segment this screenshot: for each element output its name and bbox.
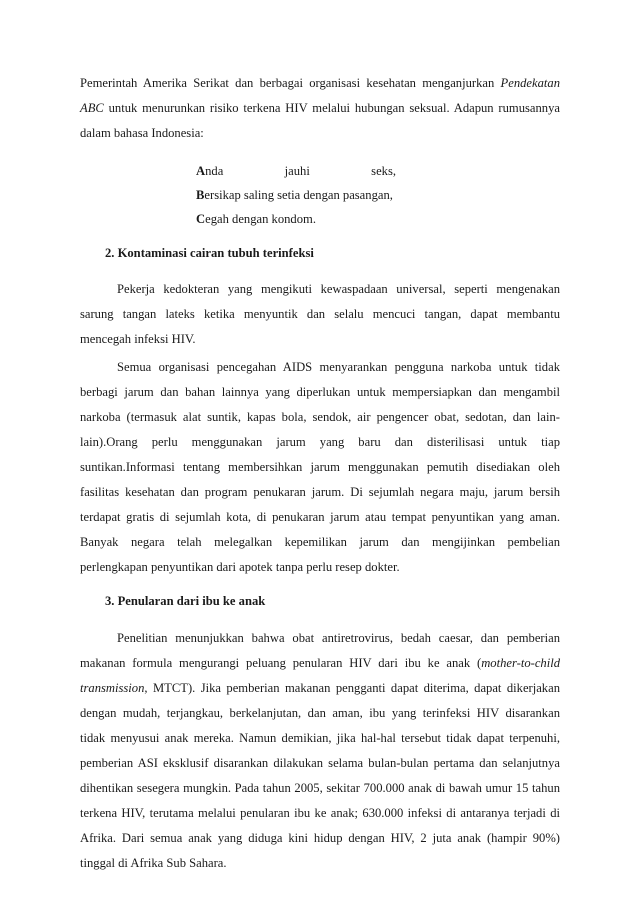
abc-item-a: Anda jauhi seks, (196, 164, 396, 178)
paragraph-line: Pemerintah Amerika Serikat dan berbagai organisasi kesehatan menganjurkan Pendekatan (80, 76, 560, 90)
abc-item-b: Bersikap saling setia dengan pasangan, (196, 188, 393, 202)
paragraph-line: mencegah infeksi HIV. (80, 332, 196, 346)
paragraph-line: sarung tangan lateks ketika menyuntik dan selalu mencuci tangan, dapat membantu (80, 307, 560, 321)
abc-item-c: Cegah dengan kondom. (196, 212, 316, 226)
paragraph-line: Banyak negara telah melegalkan kepemilikan jarum dan mengijinkan pembelian (80, 535, 560, 549)
paragraph-line: Semua organisasi pencegahan AIDS menyarankan pengguna narkoba untuk tidak (117, 360, 560, 374)
paragraph-line: lain).Orang perlu menggunakan jarum yang baru dan disterilisasi untuk tiap (80, 435, 560, 449)
paragraph-line: dengan mudah, terjangkau, berkelanjutan, dan aman, ibu yang terinfeksi HIV disarankan (80, 706, 560, 720)
paragraph-line: pemberian ASI eksklusif disarankan dilakukan selama bulan-bulan pertama dan selanjutnya (80, 756, 560, 770)
paragraph-line: tinggal di Afrika Sub Sahara. (80, 856, 227, 870)
paragraph-line: terkena HIV, terutama melalui penularan ibu ke anak; 630.000 infeksi di antaranya terjadi di (80, 806, 560, 820)
section-heading: 2. Kontaminasi cairan tubuh terinfeksi (105, 246, 314, 260)
paragraph-line: tidak menyusui anak mereka. Namun demikian, jika hal-hal tersebut tidak dapat terpenuhi, (80, 731, 560, 745)
section-heading: 3. Penularan dari ibu ke anak (105, 594, 266, 608)
paragraph-line: fasilitas kesehatan dan program penukaran jarum. Di sejumlah negara maju, jarum bersih (80, 485, 560, 499)
paragraph-line: dalam bahasa Indonesia: (80, 126, 204, 140)
paragraph-line: makanan formula mengurangi peluang penularan HIV dari ibu ke anak (mother-to-child (80, 656, 560, 670)
paragraph-line: Pekerja kedokteran yang mengikuti kewaspadaan universal, seperti mengenakan (117, 282, 560, 296)
paragraph-line: dihentikan sesegera mungkin. Pada tahun 2005, sekitar 700.000 anak di bawah umur 15 tahun (80, 781, 560, 795)
paragraph-line: Afrika. Dari semua anak yang diduga kini hidup dengan HIV, 2 juta anak (hampir 90%) (80, 831, 560, 845)
paragraph-line: Penelitian menunjukkan bahwa obat antiretrovirus, bedah caesar, dan pemberian (117, 631, 560, 645)
paragraph-line: berbagi jarum dan bahan lainnya yang diperlukan untuk mempersiapkan dan mengambil (80, 385, 560, 399)
paragraph-line: perlengkapan penyuntikan dari apotek tanpa perlu resep dokter. (80, 560, 400, 574)
paragraph-line: narkoba (termasuk alat suntik, kapas bola, sendok, air pengencer obat, sedotan, dan lain- (80, 410, 560, 424)
paragraph-line: suntikan.Informasi tentang membersihkan jarum menggunakan pemutih disediakan oleh (80, 460, 560, 474)
paragraph-line: ABC untuk menurunkan risiko terkena HIV melalui hubungan seksual. Adapun rumusannya (80, 101, 560, 115)
paragraph-line: terdapat gratis di sejumlah kota, di penukaran jarum atau tempat penyuntikan yang aman. (80, 510, 560, 524)
paragraph-line: transmission, MTCT). Jika pemberian makanan pengganti dapat diterima, dapat dikerjakan (80, 681, 560, 695)
